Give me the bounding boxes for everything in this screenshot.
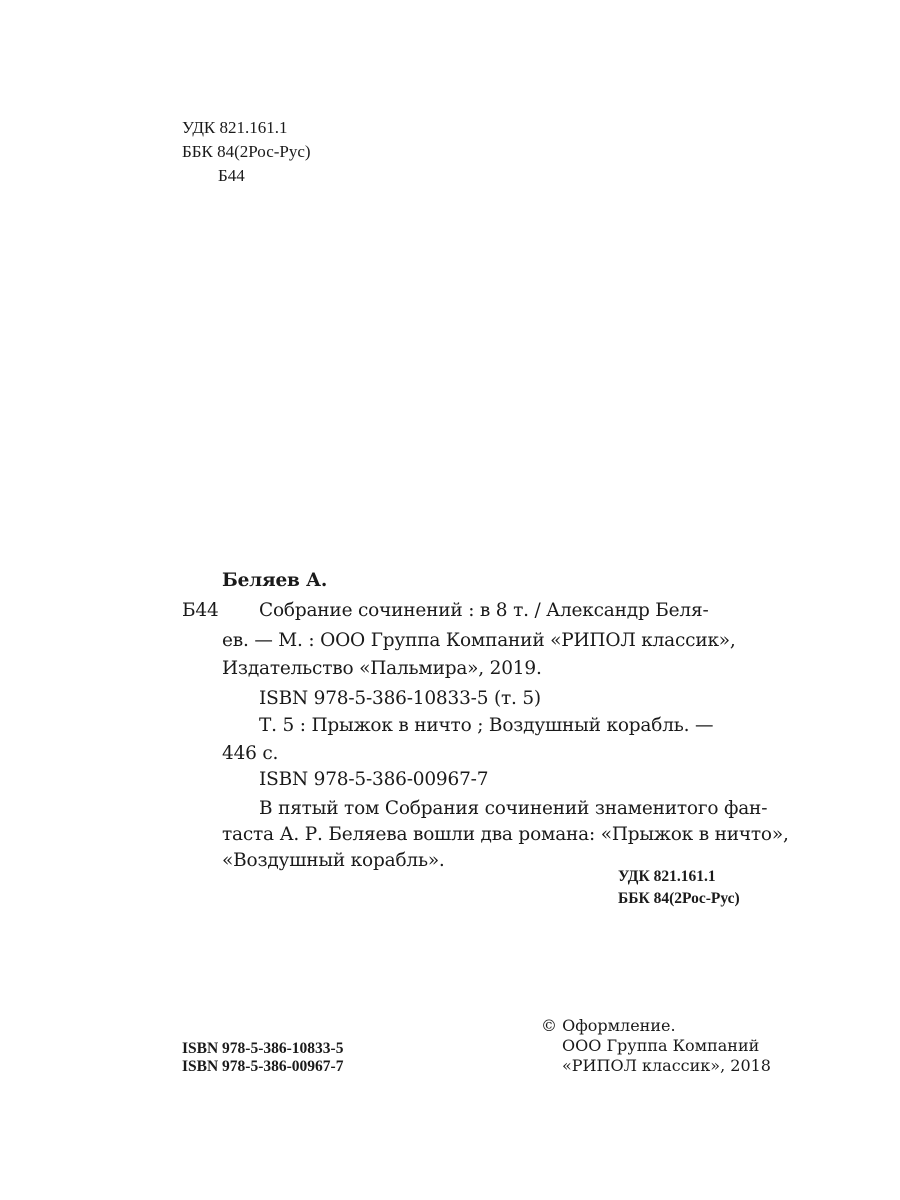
catalog-line-3: Издательство «Пальмира», 2019.	[222, 658, 542, 679]
volume-line-1: Т. 5 : Прыжок в ничто ; Воздушный корабль. —	[259, 715, 714, 736]
copyright-line-2: ООО Группа Компаний	[562, 1036, 760, 1055]
header-bbk: ББК 84(2Рос-Рус)	[182, 142, 311, 161]
volume-line-2: 446 с.	[222, 743, 279, 764]
annotation-line-1: В пятый том Собрания сочинений знаменитого фан-	[259, 798, 768, 819]
catalog-code: Б44	[182, 600, 219, 621]
isbn-volume: ISBN 978-5-386-10833-5 (т. 5)	[259, 688, 541, 709]
copyright-line-3: «РИПОЛ классик», 2018	[562, 1056, 771, 1075]
footer-isbn-2: ISBN 978-5-386-00967-7	[182, 1058, 344, 1075]
header-udk: УДК 821.161.1	[182, 118, 288, 137]
isbn-set: ISBN 978-5-386-00967-7	[259, 769, 489, 790]
header-code: Б44	[218, 166, 245, 185]
annotation-line-3: «Воздушный корабль».	[222, 850, 445, 871]
copyright-line-1: © Оформление.	[541, 1016, 676, 1035]
classification-udk: УДК 821.161.1	[618, 868, 716, 885]
annotation-line-2: таста А. Р. Беляева вошли два романа: «Прыжок в ничто»,	[222, 824, 789, 845]
classification-bbk: ББК 84(2Рос-Рус)	[618, 890, 740, 907]
footer-isbn-1: ISBN 978-5-386-10833-5	[182, 1040, 344, 1057]
catalog-line-1: Собрание сочинений : в 8 т. / Александр Беля-	[259, 600, 709, 621]
author-name: Беляев А.	[222, 570, 328, 591]
catalog-line-2: ев. — М. : ООО Группа Компаний «РИПОЛ классик»,	[222, 630, 736, 651]
